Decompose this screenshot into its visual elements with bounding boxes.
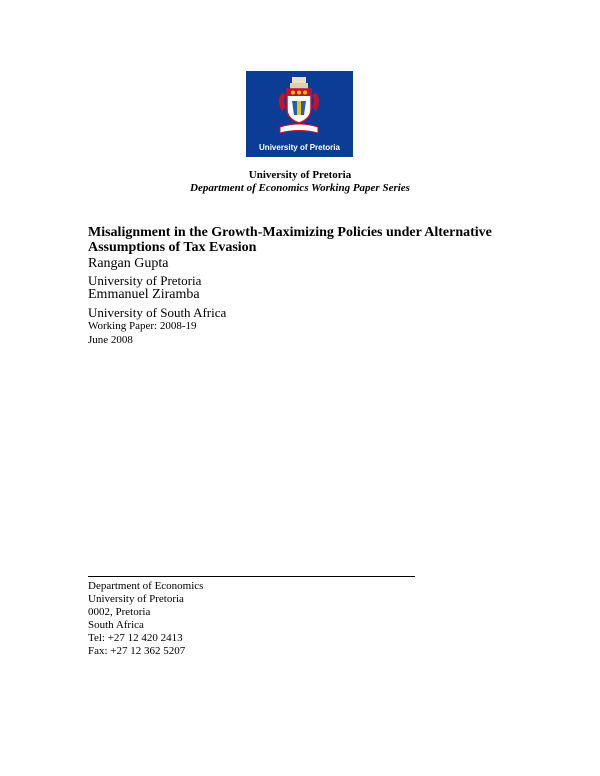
contact-line: 0002, Pretoria — [88, 606, 151, 618]
contact-fax: Fax: +27 12 362 5207 — [88, 645, 186, 657]
paper-date: June 2008 — [88, 334, 133, 346]
author-affiliation: University of Pretoria — [88, 273, 202, 288]
contact-line: University of Pretoria — [88, 593, 184, 605]
working-paper-number: Working Paper: 2008-19 — [88, 320, 197, 332]
university-logo — [246, 71, 353, 157]
institution-name: University of Pretoria — [248, 169, 352, 181]
paper-title: Misalignment in the Growth-Maximizing Policies under Alternative Assumptions of Tax Evasion — [88, 225, 492, 255]
contact-line: Department of Economics — [88, 580, 204, 592]
contact-line: South Africa — [88, 619, 144, 631]
author-name: Emmanuel Ziramba — [88, 287, 200, 302]
divider — [88, 576, 415, 577]
series-name: Department of Economics Working Paper Series — [190, 182, 410, 194]
logo-caption: University of Pretoria — [259, 143, 340, 152]
contact-phone: Tel: +27 12 420 2413 — [88, 632, 183, 644]
author-name: Rangan Gupta — [88, 256, 169, 271]
author-affiliation: University of South Africa — [88, 305, 227, 320]
